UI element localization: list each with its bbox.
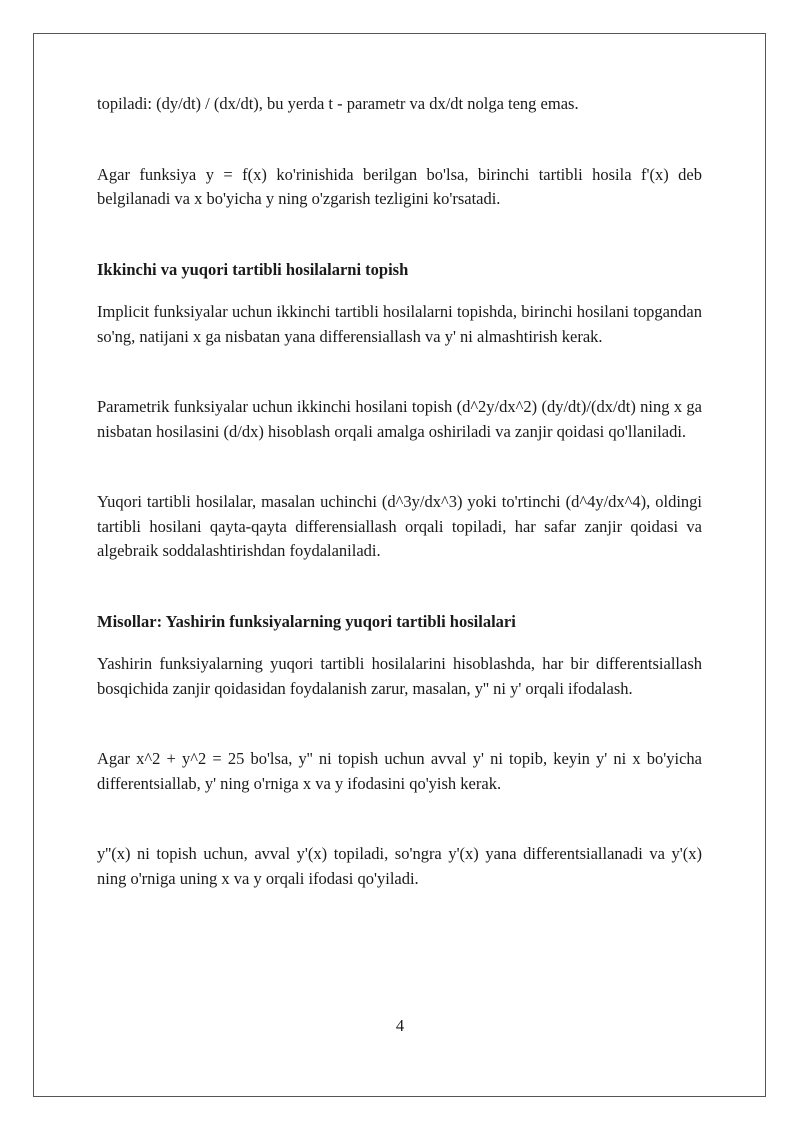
section-heading-examples: Misollar: Yashirin funksiyalarning yuqori tartibli hosilalari [97, 611, 516, 631]
paragraph-second-derivative-procedure: y''(x) ni topish uchun, avval y'(x) topiladi, so'ngra y'(x) yana differentsiallanadi va y'(x) ning o'rniga uning x va y orqali ifodasi qo'yiladi. [97, 844, 702, 888]
page-number: 4 [395, 1016, 405, 1035]
paragraph-parametric-second-derivative: Parametrik funksiyalar uchun ikkinchi hosilani topish (d^2y/dx^2) (dy/dt)/(dx/dt) ning x ga nisbatan hosilasini (d/dx) hisoblash orqali amalga oshiriladi va zanjir qoidasi qo'llaniladi. [97, 397, 702, 441]
paragraph-higher-order-derivatives: Yuqori tartibli hosilalar, masalan uchinchi (d^3y/dx^3) yoki to'rtinchi (d^4y/dx^4), oldingi tartibli hosilani qayta-qayta differensiallash orqali topiladi, har safar zanjir qoidasi va algebraik soddalashtirishdan foydalaniladi. [97, 492, 702, 560]
paragraph-parametric-first-derivative: topiladi: (dy/dt) / (dx/dt), bu yerda t - parametr va dx/dt nolga teng emas. [97, 94, 579, 113]
paragraph-implicit-second-derivative: Implicit funksiyalar uchun ikkinchi tartibli hosilalarni topishda, birinchi hosilani topgandan so'ng, natijani x ga nisbatan yana differensiallash va y' ni almashtirish kerak. [97, 302, 702, 346]
section-heading-higher-order: Ikkinchi va yuqori tartibli hosilalarni topish [97, 259, 409, 279]
page-content [97, 92, 702, 891]
paragraph-circle-example: Agar x^2 + y^2 = 25 bo'lsa, y'' ni topish uchun avval y' ni topib, keyin y' ni x bo'yicha differentsiallab, y' ning o'rniga x va y ifodasini qo'yish kerak. [97, 749, 702, 793]
paragraph-implicit-higher-order: Yashirin funksiyalarning yuqori tartibli hosilalarini hisoblashda, har bir differentsiallash bosqichida zanjir qoidasidan foydalanish zarur, masalan, y'' ni y' orqali ifodalash. [97, 654, 702, 698]
paragraph-explicit-first-derivative: Agar funksiya y = f(x) ko'rinishida berilgan bo'lsa, birinchi tartibli hosila f'(x) deb belgilanadi va x bo'yicha y ning o'zgarish tezligini ko'rsatadi. [97, 164, 702, 208]
